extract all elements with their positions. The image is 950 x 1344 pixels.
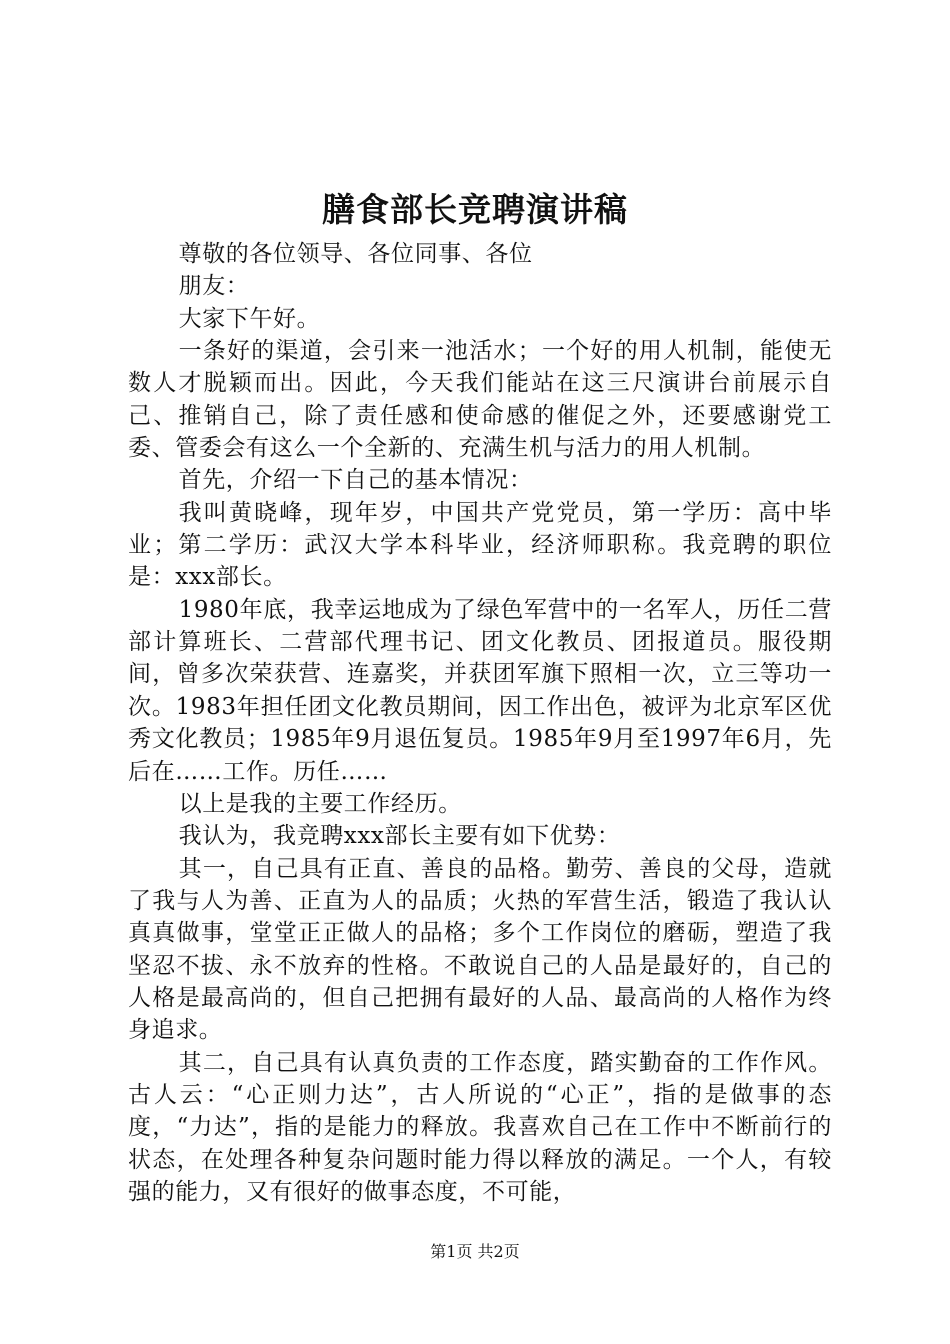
paragraph-advantage-two: 其二，自己具有认真负责的工作态度，踏实勤奋的工作作风。古人云：“心正则力达”，古人所说的“心正”，指的是做事的态度，“力达”，指的是能力的释放。我喜欢自己在工作中不断前行的状态，在处理各种复杂问题时能力得以释放的满足。一个人，有较强的能力，又有很好的做事态度，不可能， — [128, 1049, 832, 1205]
paragraph-greeting: 大家下午好。 — [178, 305, 321, 332]
document-title: 膳食部长竞聘演讲稿 — [322, 190, 628, 229]
paragraph-advantages-heading: 我认为，我竞聘xxx部长主要有如下优势： — [178, 823, 621, 850]
paragraph-work-summary: 以上是我的主要工作经历。 — [178, 790, 462, 817]
page-footer: 第1页 共2页 — [430, 1242, 520, 1261]
paragraph-intro: 一条好的渠道，会引来一池活水；一个好的用人机制，能使无数人才脱颖而出。因此，今天我们能站在这三尺演讲台前展示自己、推销自己，除了责任感和使命感的催促之外，还要感谢党工委、管委会有这么一个全新的、充满生机与活力的用人机制。 — [128, 338, 832, 462]
paragraph-salutation-cont: 朋友： — [178, 273, 250, 300]
document-body — [128, 238, 832, 1208]
paragraph-military-history: 1980年底，我幸运地成为了绿色军营中的一名军人，历任二营部计算班长、二营部代理书记、团文化教员、团报道员。服役期间，曾多次荣获营、连嘉奖，并获团军旗下照相一次，立三等功一次。1983年担任团文化教员期间，因工作出色，被评为北京军区优秀文化教员；1985年9月退伍复员。1985年9月至1997年6月，先后在……工作。历任…… — [128, 596, 832, 785]
paragraph-self-intro-heading: 首先，介绍一下自己的基本情况： — [178, 467, 533, 494]
paragraph-basic-info: 我叫黄晓峰，现年岁，中国共产党党员，第一学历：高中毕业；第二学历：武汉大学本科毕业，经济师职称。我竞聘的职位是：xxx部长。 — [128, 499, 832, 591]
paragraph-salutation: 尊敬的各位领导、各位同事、各位 — [178, 241, 533, 267]
paragraph-advantage-one: 其一，自己具有正直、善良的品格。勤劳、善良的父母，造就了我与人为善、正直为人的品质；火热的军营生活，锻造了我认认真真做事，堂堂正正做人的品格；多个工作岗位的磨砺，塑造了我坚忍不拔、永不放弃的性格。不敢说自己的人品是最好的，自己的人格是最高尚的，但自己把拥有最好的人品、最高尚的人格作为终身追求。 — [128, 855, 832, 1044]
